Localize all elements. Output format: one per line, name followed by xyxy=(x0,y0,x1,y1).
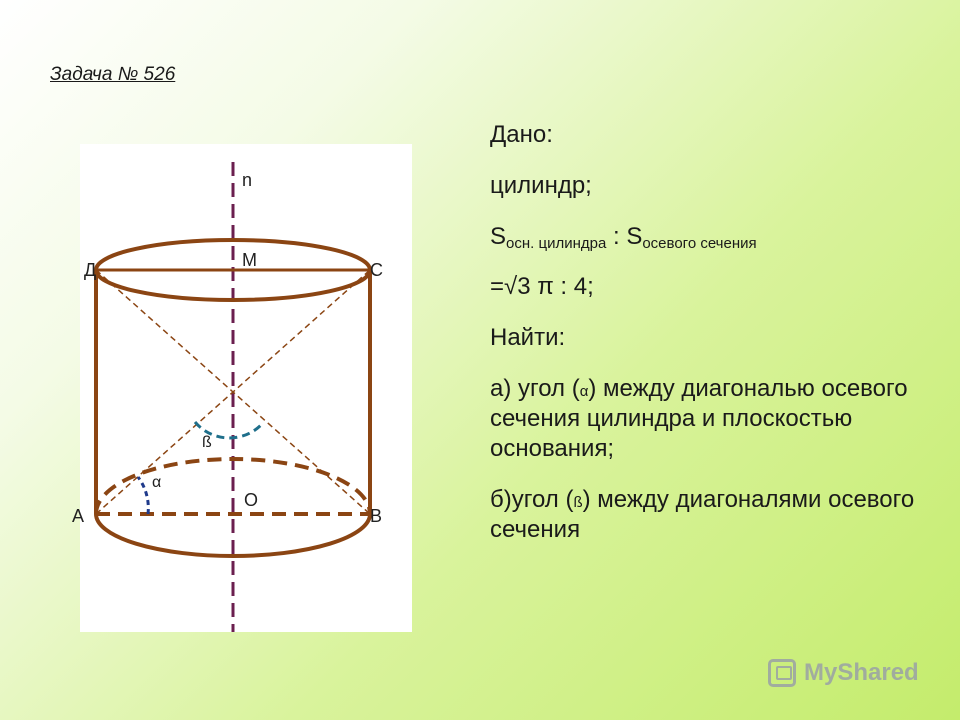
label-d: Д xyxy=(84,260,97,280)
question-b-prefix: б)угол ( xyxy=(490,485,574,513)
question-a-prefix: а) угол ( xyxy=(490,374,580,402)
label-b: B xyxy=(370,506,383,526)
watermark-text: MyShared xyxy=(804,659,919,686)
beta-symbol: ß xyxy=(573,493,583,511)
given-cylinder: цилиндр; xyxy=(490,172,592,199)
ratio-separator: : xyxy=(606,223,627,250)
label-beta: ß xyxy=(202,434,212,451)
label-alpha: α xyxy=(152,474,162,491)
s-section-symbol: S xyxy=(626,223,643,250)
question-b-suffix: ) между диагоналями осевого сечения xyxy=(490,485,915,543)
label-o: O xyxy=(244,490,259,510)
task-title: Задача № 526 xyxy=(50,64,176,85)
cylinder-figure xyxy=(72,144,412,632)
myshared-logo-icon xyxy=(768,659,796,687)
ratio-value: =√3 π : 4; xyxy=(490,272,594,300)
label-a: A xyxy=(72,506,85,526)
label-m: M xyxy=(242,250,257,270)
label-c: C xyxy=(370,260,383,280)
myshared-watermark xyxy=(768,656,919,690)
question-a xyxy=(490,374,930,464)
alpha-symbol: α xyxy=(579,382,589,400)
cylinder-drawing xyxy=(80,144,412,632)
alpha-arc xyxy=(138,477,148,514)
s-base-subscript: осн. цилиндра xyxy=(506,235,607,252)
s-section-subscript: осевого сечения xyxy=(642,235,757,252)
given-section xyxy=(490,120,930,566)
question-b xyxy=(490,485,930,545)
find-heading: Найти: xyxy=(490,323,566,351)
label-n: n xyxy=(242,170,253,190)
question-a-suffix: ) между диагональю осевого сечения цилиндра и плоскостью основания; xyxy=(490,374,908,462)
area-ratio xyxy=(490,222,930,254)
given-heading: Дано: xyxy=(490,121,553,148)
s-base-symbol: S xyxy=(490,223,507,250)
